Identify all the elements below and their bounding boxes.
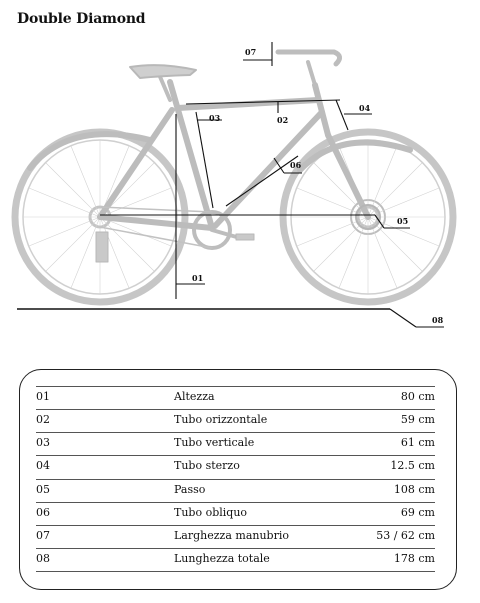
row-value: 53 / 62 cm — [376, 529, 435, 542]
row-name: Lunghezza totale — [174, 552, 270, 565]
row-value: 178 cm — [393, 552, 435, 565]
frame-down-tube — [215, 112, 322, 226]
frame-fork — [328, 135, 368, 217]
row-name: Larghezza manubrio — [174, 529, 290, 542]
label-01: 01 — [192, 273, 204, 283]
label-04: 04 — [359, 103, 371, 113]
row-value: 69 cm — [400, 506, 435, 519]
row-code: 08 — [36, 552, 50, 565]
table-rule — [36, 571, 435, 572]
row-code: 06 — [36, 506, 50, 519]
bicycle-illustration — [15, 52, 453, 302]
row-name: Tubo sterzo — [174, 459, 240, 472]
label-02: 02 — [277, 115, 289, 125]
row-name: Altezza — [174, 390, 215, 403]
table-row — [36, 409, 435, 432]
row-name: Tubo verticale — [174, 436, 255, 449]
row-code: 04 — [36, 459, 50, 472]
table-row — [36, 455, 435, 478]
label-03: 03 — [209, 113, 221, 123]
row-code: 05 — [36, 483, 50, 496]
row-code: 01 — [36, 390, 50, 403]
label-07: 07 — [245, 47, 257, 57]
label-08: 08 — [432, 315, 444, 325]
label-05: 05 — [397, 216, 409, 226]
table-row — [36, 479, 435, 502]
frame-head-tube — [315, 85, 328, 135]
row-name: Tubo obliquo — [174, 506, 248, 519]
table-row — [36, 432, 435, 455]
row-code: 03 — [36, 436, 50, 449]
measurement-lines — [17, 42, 444, 327]
row-code: 02 — [36, 413, 50, 426]
table-row — [36, 548, 435, 571]
row-value: 12.5 cm — [390, 459, 435, 472]
head-tube-line — [336, 100, 348, 130]
saddle — [130, 65, 196, 78]
row-name: Tubo orizzontale — [174, 413, 268, 426]
row-value: 80 cm — [400, 390, 435, 403]
row-value: 59 cm — [400, 413, 435, 426]
frame-seatstay — [100, 110, 172, 217]
row-value: 108 cm — [393, 483, 435, 496]
row-name: Passo — [174, 483, 206, 496]
table-row — [36, 525, 435, 548]
label-06: 06 — [290, 160, 302, 170]
row-value: 61 cm — [400, 436, 435, 449]
diagram-title: Double Diamond — [17, 11, 146, 27]
rear-fender — [30, 134, 150, 168]
table-row — [36, 502, 435, 525]
row-code: 07 — [36, 529, 50, 542]
table-row — [36, 386, 435, 409]
